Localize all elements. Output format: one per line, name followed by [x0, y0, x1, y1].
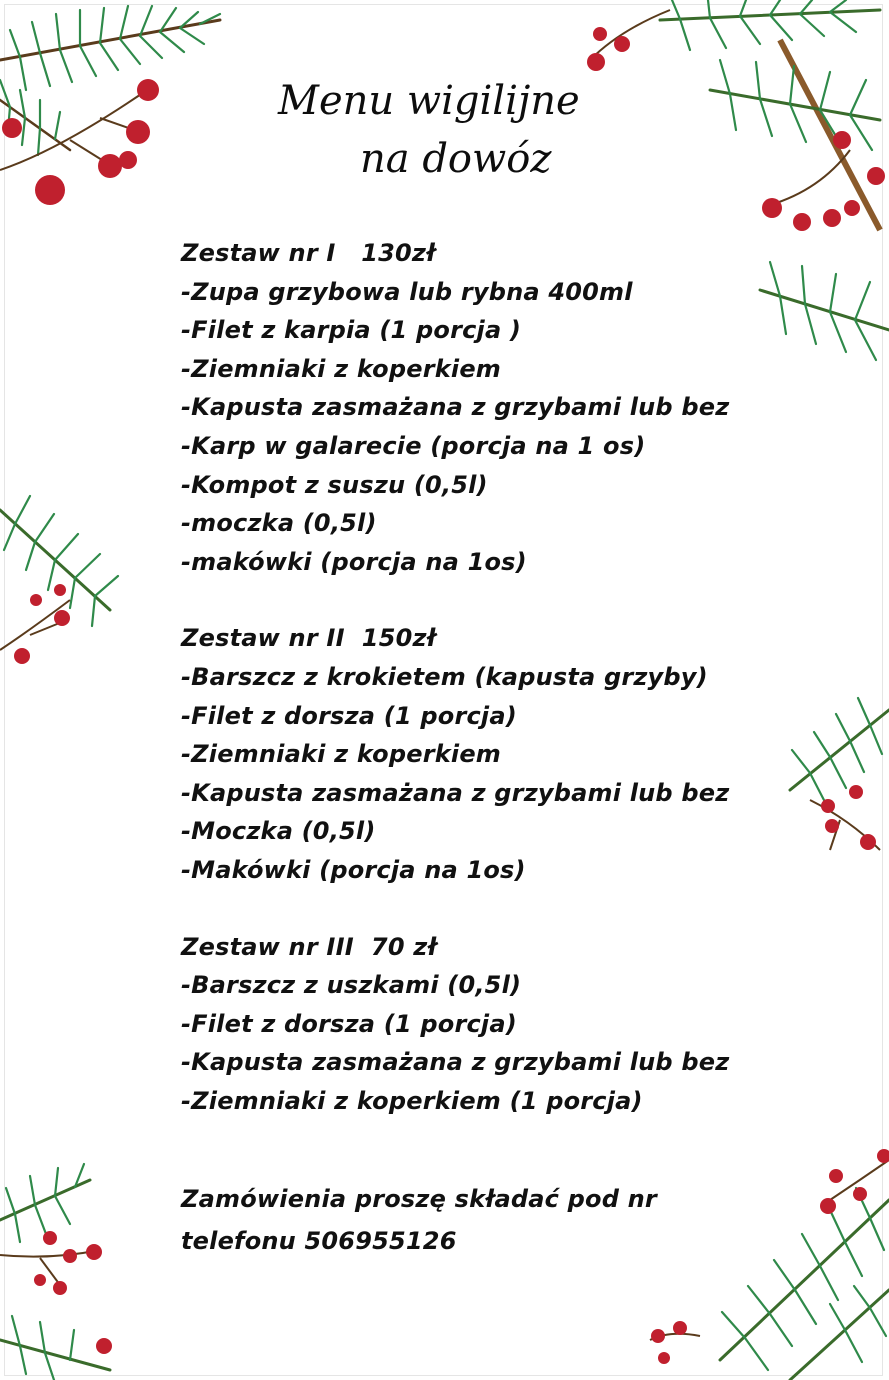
set-item: -Karp w galarecie (porcja na 1 os): [181, 431, 646, 460]
set-item: -Filet z karpia (1 porcja ): [181, 316, 522, 345]
set-item: -Kapusta zasmażana z grzybami lub bez: [181, 778, 730, 807]
set-item: -Zupa grzybowa lub rybna 400ml: [181, 277, 633, 306]
set-item: -Moczka (0,5l): [181, 817, 376, 846]
set-item: -Filet z dorsza (1 porcja): [181, 1009, 517, 1038]
set-3: [181, 928, 781, 1121]
set-item: -Ziemniaki z koperkiem: [181, 740, 502, 769]
set-item: -Makówki (porcja na 1os): [181, 855, 526, 884]
set-2: [181, 619, 781, 889]
set-item: -Kapusta zasmażana z grzybami lub bez: [181, 1048, 730, 1077]
menu-title-line-2: na dowóz: [360, 136, 552, 182]
set-item: -Kapusta zasmażana z grzybami lub bez: [181, 393, 730, 422]
set-1: [181, 234, 781, 581]
menu-title-line-1: Menu wigilijne: [278, 78, 580, 124]
set-title: Zestaw nr I 130zł: [181, 239, 436, 267]
set-item: -Ziemniaki z koperkiem (1 porcja): [181, 1086, 643, 1115]
order-contact-line-1: Zamówienia proszę składać pod nr: [181, 1185, 657, 1214]
menu-sets: [181, 234, 781, 1262]
menu-title: [0, 72, 889, 188]
set-item: -Barszcz z uszkami (0,5l): [181, 971, 522, 1000]
set-item: -Barszcz z krokietem (kapusta grzyby): [181, 662, 708, 691]
set-item: -Filet z dorsza (1 porcja): [181, 701, 517, 730]
set-title: Zestaw nr II 150zł: [181, 624, 436, 653]
set-item: -Ziemniaki z koperkiem: [181, 354, 502, 383]
set-item: -moczka (0,5l): [181, 509, 377, 538]
set-item: -makówki (porcja na 1os): [181, 547, 527, 576]
order-contact: [181, 1178, 781, 1262]
set-item: -Kompot z suszu (0,5l): [181, 470, 488, 499]
order-contact-phone: telefonu 506955126: [181, 1227, 457, 1256]
set-title: Zestaw nr III 70 zł: [181, 932, 437, 961]
